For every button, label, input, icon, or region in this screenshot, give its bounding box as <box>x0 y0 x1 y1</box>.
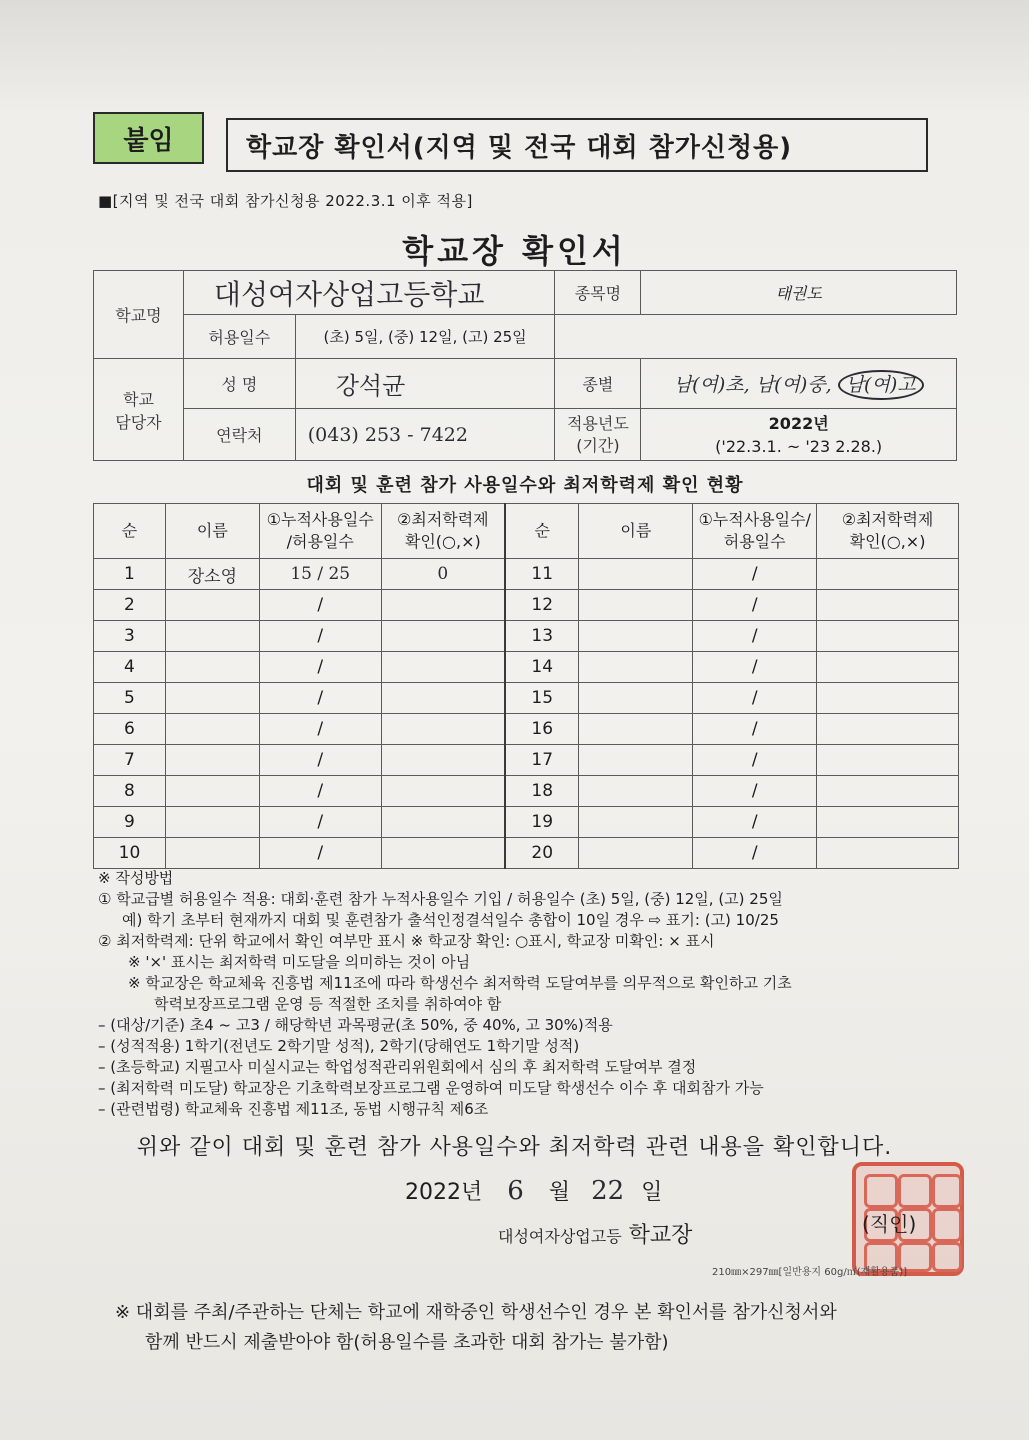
academic-check-cell[interactable] <box>381 776 505 807</box>
row-number: 1 <box>94 559 166 590</box>
academic-check-cell[interactable] <box>381 590 505 621</box>
school-name-value[interactable]: 대성여자상업고등학교 <box>183 271 555 315</box>
academic-check-cell[interactable] <box>817 838 959 869</box>
date-year: 2022년 <box>405 1180 483 1205</box>
student-name-cell[interactable] <box>165 590 259 621</box>
student-name-cell[interactable]: 장소영 <box>165 559 259 590</box>
student-name-cell[interactable] <box>165 776 259 807</box>
col-days-right-line1: ①누적사용일수/ <box>698 510 811 529</box>
allowed-days-value: (초) 5일, (중) 12일, (고) 25일 <box>295 315 555 359</box>
person-name-value[interactable]: 강석균 <box>295 359 555 409</box>
table-row <box>94 838 959 869</box>
days-cell[interactable]: 15 / 25 <box>259 559 381 590</box>
col-days-line1: ①누적사용일수 <box>266 510 374 529</box>
table-row <box>94 683 959 714</box>
gender-label: 종별 <box>555 359 641 409</box>
row-number: 20 <box>505 838 579 869</box>
academic-check-cell[interactable] <box>381 838 505 869</box>
student-name-cell[interactable] <box>579 590 693 621</box>
contact-value[interactable]: (043) 253 - 7422 <box>295 409 555 461</box>
days-cell[interactable]: / <box>259 683 381 714</box>
period-value <box>641 409 957 461</box>
info-table <box>93 270 957 461</box>
student-name-cell[interactable] <box>579 652 693 683</box>
student-name-cell[interactable] <box>165 683 259 714</box>
form-title-box: 학교장 확인서(지역 및 전국 대회 참가신청용) <box>226 118 928 172</box>
academic-check-cell[interactable] <box>817 807 959 838</box>
student-name-cell[interactable] <box>579 559 693 590</box>
row-number: 18 <box>505 776 579 807</box>
roster-table <box>93 503 959 869</box>
days-cell[interactable]: / <box>693 683 817 714</box>
days-cell[interactable]: / <box>693 807 817 838</box>
principal-signature <box>498 1218 692 1249</box>
days-cell[interactable]: / <box>259 590 381 621</box>
note-line: 예) 학기 초부터 현재까지 대회 및 훈련참가 출석인정결석일수 총합이 10일 경우 ⇨ 표기: (고) 10/25 <box>122 911 779 929</box>
note-line: – (초등학교) 지필고사 미실시교는 학업성적관리위원회에서 심의 후 최저학력 도달여부 결정 <box>98 1058 697 1076</box>
row-number: 9 <box>94 807 166 838</box>
student-name-cell[interactable] <box>579 807 693 838</box>
days-cell[interactable]: / <box>693 621 817 652</box>
table-row <box>94 590 959 621</box>
student-name-cell[interactable] <box>165 807 259 838</box>
academic-check-cell[interactable] <box>381 621 505 652</box>
row-number: 2 <box>94 590 166 621</box>
submission-note <box>115 1298 975 1358</box>
submission-note-line2: 함께 반드시 제출받아야 함(허용일수를 초과한 대회 참가는 불가함) <box>145 1332 669 1353</box>
note-line: 학력보장프로그램 운영 등 적절한 조치를 취하여야 함 <box>154 995 502 1013</box>
row-number: 5 <box>94 683 166 714</box>
note-line: – (관련법령) 학교체육 진흥법 제11조, 동법 시행규칙 제6조 <box>98 1100 489 1118</box>
academic-check-cell[interactable] <box>817 745 959 776</box>
roster-body <box>94 559 959 869</box>
row-number: 13 <box>505 621 579 652</box>
row-number: 11 <box>505 559 579 590</box>
days-cell[interactable]: / <box>259 776 381 807</box>
days-cell[interactable]: / <box>693 745 817 776</box>
academic-check-cell[interactable] <box>817 714 959 745</box>
days-cell[interactable]: / <box>259 838 381 869</box>
note-line: ※ 학교장은 학교체육 진흥법 제11조에 따라 학생선수 최저학력 도달여부를 의무적으로 확인하고 기초 <box>128 974 792 992</box>
col-academic-right <box>817 504 959 559</box>
table-row <box>94 714 959 745</box>
date-month-number[interactable]: 6 <box>507 1176 524 1206</box>
row-number: 7 <box>94 745 166 776</box>
student-name-cell[interactable] <box>165 714 259 745</box>
row-number: 4 <box>94 652 166 683</box>
row-number: 6 <box>94 714 166 745</box>
days-cell[interactable]: / <box>259 652 381 683</box>
days-cell[interactable]: / <box>693 776 817 807</box>
submission-note-line1: ※ 대회를 주최/주관하는 단체는 학교에 재학중인 학생선수인 경우 본 확인서를 참가신청서와 <box>115 1302 837 1323</box>
table-row <box>94 621 959 652</box>
academic-check-cell[interactable] <box>381 714 505 745</box>
days-cell[interactable]: / <box>693 652 817 683</box>
student-name-cell[interactable] <box>165 838 259 869</box>
row-number: 3 <box>94 621 166 652</box>
row-number: 10 <box>94 838 166 869</box>
student-name-cell[interactable] <box>165 621 259 652</box>
student-name-cell[interactable] <box>579 838 693 869</box>
days-cell[interactable]: / <box>693 590 817 621</box>
note-line: ② 최저학력제: 단위 학교에서 확인 여부만 표시 ※ 학교장 확인: ○표시, 학교장 미확인: × 표시 <box>98 932 715 950</box>
col-academic-right-line2: 확인(○,×) <box>849 532 926 551</box>
confirmation-statement: 위와 같이 대회 및 훈련 참가 사용일수와 최저학력 관련 내용을 확인합니다. <box>136 1135 893 1160</box>
contact-label: 연락처 <box>183 409 295 461</box>
days-cell[interactable]: / <box>259 807 381 838</box>
days-cell[interactable]: / <box>259 745 381 776</box>
student-name-cell[interactable] <box>165 745 259 776</box>
sign-school-name: 대성여자상업고등 <box>498 1227 622 1246</box>
gender-value[interactable] <box>641 359 957 409</box>
academic-check-cell[interactable] <box>817 621 959 652</box>
days-cell[interactable]: / <box>693 714 817 745</box>
date-day-number[interactable]: 22 <box>591 1176 625 1206</box>
row-number: 12 <box>505 590 579 621</box>
student-name-cell[interactable] <box>579 745 693 776</box>
note-line: – (대상/기준) 초4 ~ 고3 / 해당학년 과목평균(초 50%, 중 40%, 고 30%)적용 <box>98 1016 613 1034</box>
days-cell[interactable]: / <box>259 621 381 652</box>
applicability-note: ■[지역 및 전국 대회 참가신청용 2022.3.1 이후 적용] <box>98 192 473 210</box>
gender-middle: 남(여)중, <box>755 374 832 396</box>
academic-check-cell[interactable] <box>817 590 959 621</box>
roster-header-row <box>94 504 959 559</box>
manager-label-line1: 학교 <box>122 389 154 409</box>
date-month-unit: 월 <box>548 1180 571 1205</box>
days-cell[interactable]: / <box>693 838 817 869</box>
sign-title: 학교장 <box>628 1223 693 1248</box>
academic-check-cell[interactable] <box>817 776 959 807</box>
academic-check-cell[interactable] <box>381 683 505 714</box>
col-no: 순 <box>94 504 166 559</box>
student-name-cell[interactable] <box>165 652 259 683</box>
period-label-line1: 적용년도 <box>566 413 629 433</box>
table-row <box>94 776 959 807</box>
section-title: 대회 및 훈련 참가 사용일수와 최저학력제 확인 현황 <box>306 475 744 496</box>
gender-high-circled: 남(여)고 <box>838 370 924 400</box>
col-academic <box>381 504 505 559</box>
manager-label-line2: 담당자 <box>115 412 162 432</box>
academic-check-cell[interactable] <box>817 652 959 683</box>
gender-elementary: 남(여)초, <box>673 374 750 396</box>
col-days-line2: /허용일수 <box>286 532 354 551</box>
academic-check-cell[interactable] <box>381 745 505 776</box>
row-number: 15 <box>505 683 579 714</box>
col-days <box>259 504 381 559</box>
note-line: ※ '×' 표시는 최저학력 미도달을 의미하는 것이 아님 <box>128 953 471 971</box>
col-name: 이름 <box>165 504 259 559</box>
table-row <box>94 745 959 776</box>
person-name-label: 성 명 <box>183 359 295 409</box>
paper-spec: 210㎜×297㎜[일반용지 60g/㎡(재활용품)] <box>712 1267 908 1278</box>
row-number: 8 <box>94 776 166 807</box>
period-range: ('22.3.1. ~ '23 2.28.) <box>715 436 883 456</box>
manager-label <box>94 359 184 461</box>
event-label: 종목명 <box>555 271 641 315</box>
allowed-days-label: 허용일수 <box>183 315 295 359</box>
col-academic-line1: ②최저학력제 <box>397 510 489 529</box>
col-academic-right-line1: ②최저학력제 <box>841 510 934 529</box>
student-name-cell[interactable] <box>579 621 693 652</box>
period-label <box>555 409 641 461</box>
period-label-line2: (기간) <box>576 435 620 455</box>
academic-check-cell[interactable] <box>817 683 959 714</box>
days-cell[interactable]: / <box>693 559 817 590</box>
note-line: ※ 작성방법 <box>98 869 174 887</box>
school-name-label: 학교명 <box>94 271 184 359</box>
stamp-label: (직인) <box>862 1212 917 1236</box>
note-line: – (최저학력 미도달) 학교장은 기초학력보장프로그램 운영하여 미도달 학생선수 이수 후 대회참가 가능 <box>98 1079 764 1097</box>
attachment-tag: 붙임 <box>93 112 204 164</box>
document-title: 학교장 확인서 <box>402 232 627 270</box>
row-number: 19 <box>505 807 579 838</box>
col-days-right-line2: 허용일수 <box>723 532 786 551</box>
col-name-right: 이름 <box>579 504 693 559</box>
academic-check-cell[interactable] <box>817 559 959 590</box>
table-row <box>94 652 959 683</box>
row-number: 17 <box>505 745 579 776</box>
academic-check-cell[interactable]: 0 <box>381 559 505 590</box>
signature-date <box>405 1175 662 1206</box>
table-row <box>94 807 959 838</box>
table-row <box>94 559 959 590</box>
row-number: 16 <box>505 714 579 745</box>
student-name-cell[interactable] <box>579 714 693 745</box>
student-name-cell[interactable] <box>579 776 693 807</box>
academic-check-cell[interactable] <box>381 807 505 838</box>
student-name-cell[interactable] <box>579 683 693 714</box>
instructions-notes <box>98 868 968 1120</box>
date-day-unit: 일 <box>641 1180 663 1205</box>
col-academic-line2: 확인(○,×) <box>404 532 481 551</box>
row-number: 14 <box>505 652 579 683</box>
note-line: – (성적적용) 1학기(전년도 2학기말 성적), 2학기(당해연도 1학기말 성적) <box>98 1037 580 1055</box>
note-line: ① 학교급별 허용일수 적용: 대회·훈련 참가 누적사용일수 기입 / 허용일수 (초) 5일, (중) 12일, (고) 25일 <box>98 890 783 908</box>
period-year: 2022년 <box>768 413 829 433</box>
days-cell[interactable]: / <box>259 714 381 745</box>
col-days-right <box>693 504 817 559</box>
academic-check-cell[interactable] <box>381 652 505 683</box>
col-no-right: 순 <box>505 504 579 559</box>
event-value[interactable]: 태권도 <box>641 271 957 315</box>
